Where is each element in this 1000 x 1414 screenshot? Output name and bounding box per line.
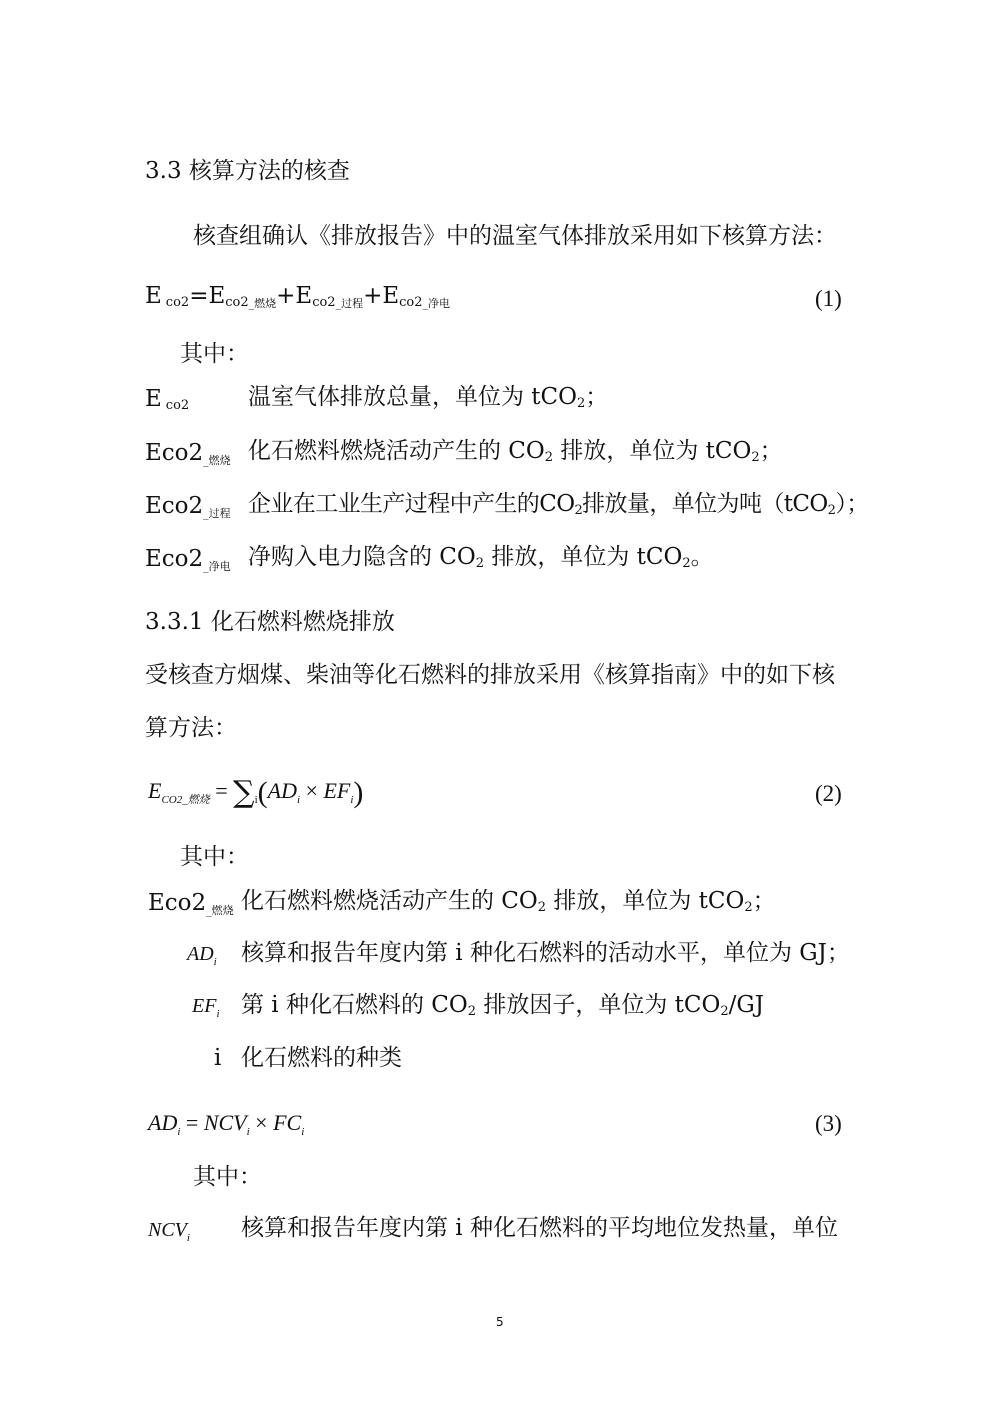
def2-4-description: 化石燃料的种类 [241, 1045, 402, 1071]
page-number: 5 [496, 1315, 504, 1329]
equation-1 [145, 285, 450, 309]
eq2-times: × [300, 778, 324, 803]
eq3-ad-sub: i [177, 1126, 181, 1138]
def4-desc-b: 排放，单位为 tCO [484, 544, 683, 570]
def2-1-sym: Eco2 [148, 890, 207, 916]
intro-paragraph: 核查组确认《排放报告》中的温室气体排放采用如下核算方法： [193, 223, 837, 249]
eq3-times: × [249, 1110, 274, 1135]
def4-desc-a: 净购入电力隐含的 CO [248, 544, 476, 570]
eq2-lhs-sub: CO2_燃烧 [161, 794, 210, 806]
def2-sym: Eco2 [145, 440, 204, 466]
def2-desc-sub: 2 [544, 450, 554, 465]
def4-desc-sub2: 2 [682, 556, 691, 571]
def3-1-symbol [148, 1218, 190, 1244]
where-label-2: 其中： [180, 844, 249, 870]
def2-1-desc-c: ； [752, 888, 776, 914]
def1-sym-sub: co2 [165, 398, 190, 413]
def1-symbol [145, 388, 189, 412]
def2-2-symbol [187, 942, 217, 968]
eq1-sub-burn: _燃烧 [248, 297, 277, 310]
def2-description [248, 440, 783, 464]
def2-3-desc-c: /GJ [728, 992, 764, 1018]
eq3-equals: = [180, 1110, 204, 1135]
def2-3-desc-sub2: 2 [720, 1004, 729, 1019]
def4-sym: Eco2 [145, 546, 204, 572]
eq1-sub-net: _净电 [422, 297, 451, 310]
def3-1-sym-sub: i [186, 1232, 190, 1244]
def1-description [248, 386, 608, 410]
eq2-rparen: ) [353, 776, 364, 809]
def2-3-description [241, 994, 764, 1018]
def3-1-description: 核算和报告年度内第 i 种化石燃料的平均地位发热量，单位 [241, 1215, 838, 1241]
eq1-equals: =E [189, 283, 226, 309]
def2-3-desc-a: 第 i 种化石燃料的 CO [241, 992, 468, 1018]
def2-2-description: 核算和报告年度内第 i 种化石燃料的活动水平，单位为 GJ； [241, 940, 850, 966]
def3-description [248, 493, 869, 517]
def3-sym: Eco2 [145, 493, 204, 519]
def1-sym-e: E [145, 386, 162, 412]
def3-desc-c: ）； [835, 491, 869, 517]
def4-description [248, 546, 714, 570]
equation-2-number: (2) [815, 781, 842, 806]
def2-1-desc-a: 化石燃料燃烧活动产生的 CO [241, 888, 538, 914]
def2-1-desc-sub2: 2 [744, 900, 753, 915]
def4-desc-sub: 2 [475, 556, 485, 571]
def2-3-desc-sub: 2 [467, 1004, 477, 1019]
where-label-1: 其中： [180, 341, 249, 367]
eq1-sub-proc: _过程 [335, 297, 364, 310]
def1-desc-a: 温室气体排放总量，单位为 tCO [248, 384, 578, 410]
def3-desc-b: 排放量，单位为吨（tCO [582, 491, 828, 517]
subsection-paragraph-line-2: 算方法： [145, 715, 237, 741]
def2-1-sym-sub: _燃烧 [206, 904, 234, 917]
def2-desc-sub2: 2 [751, 450, 760, 465]
eq1-co2-b: co2 [225, 295, 249, 310]
subsection-heading: 3.3.1 化石燃料燃烧排放 [145, 609, 395, 635]
eq2-lparen: ( [257, 776, 268, 809]
def2-1-symbol [148, 892, 234, 916]
eq2-sigma: ∑ [233, 775, 255, 810]
def2-2-sym: AD [187, 943, 214, 965]
def2-desc-a: 化石燃料燃烧活动产生的 CO [248, 438, 545, 464]
def2-1-desc-b: 排放，单位为 tCO [546, 888, 745, 914]
def2-symbol [145, 442, 231, 466]
eq1-co2-sub: co2 [165, 295, 190, 310]
def1-desc-b: ； [585, 384, 609, 410]
where-label-3: 其中： [193, 1164, 262, 1190]
def2-3-desc-b: 排放因子，单位为 tCO [476, 992, 721, 1018]
eq3-ad: AD [148, 1110, 178, 1135]
def2-3-symbol [192, 994, 220, 1020]
def3-desc-a: 企业在工业生产过程中产生的CO [248, 491, 575, 517]
eq2-sigma-sub: i [254, 794, 258, 806]
def4-symbol [145, 548, 231, 572]
def2-4-symbol: i [214, 1045, 222, 1071]
eq2-lhs: E [148, 778, 162, 803]
equation-1-number: (1) [815, 286, 842, 311]
equation-3 [148, 1112, 304, 1138]
equation-3-number: (3) [815, 1111, 842, 1136]
eq2-ef-sub: i [350, 794, 354, 806]
eq3-ncv-sub: i [246, 1126, 250, 1138]
def3-1-sym: NCV [148, 1219, 187, 1241]
eq2-equals: = [209, 778, 234, 803]
def3-symbol [145, 495, 231, 519]
def2-desc-c: ； [759, 438, 783, 464]
eq2-ad: AD [267, 778, 297, 803]
eq1-e: E [145, 283, 162, 309]
equation-2 [148, 775, 364, 810]
def3-desc-sub2: 2 [827, 503, 836, 518]
eq2-ef: EF [323, 778, 351, 803]
eq1-plus-1: +E [276, 283, 313, 309]
eq3-fc-sub: i [301, 1126, 305, 1138]
def2-3-sym: EF [192, 995, 217, 1017]
def2-desc-b: 排放，单位为 tCO [553, 438, 752, 464]
eq3-ncv: NCV [203, 1110, 247, 1135]
def1-desc-sub: 2 [577, 396, 586, 411]
subsection-paragraph-line-1: 受核查方烟煤、柴油等化石燃料的排放采用《核算指南》中的如下核 [145, 662, 835, 688]
eq1-co2-d: co2 [399, 295, 423, 310]
eq1-plus-2: +E [363, 283, 400, 309]
eq1-co2-c: co2 [312, 295, 336, 310]
def2-1-desc-sub: 2 [537, 900, 547, 915]
def2-1-description [241, 890, 776, 914]
eq2-ad-sub: i [296, 794, 301, 806]
def2-3-sym-sub: i [216, 1008, 220, 1020]
def4-desc-c: 。 [690, 544, 714, 570]
eq3-fc: FC [273, 1110, 302, 1135]
section-heading: 3.3 核算方法的核查 [145, 158, 350, 184]
def4-sym-sub: _净电 [203, 560, 231, 573]
def2-2-sym-sub: i [213, 956, 217, 968]
def3-sym-sub: _过程 [203, 507, 231, 520]
def2-sym-sub: _燃烧 [203, 454, 231, 467]
def3-desc-sub: 2 [574, 503, 583, 518]
